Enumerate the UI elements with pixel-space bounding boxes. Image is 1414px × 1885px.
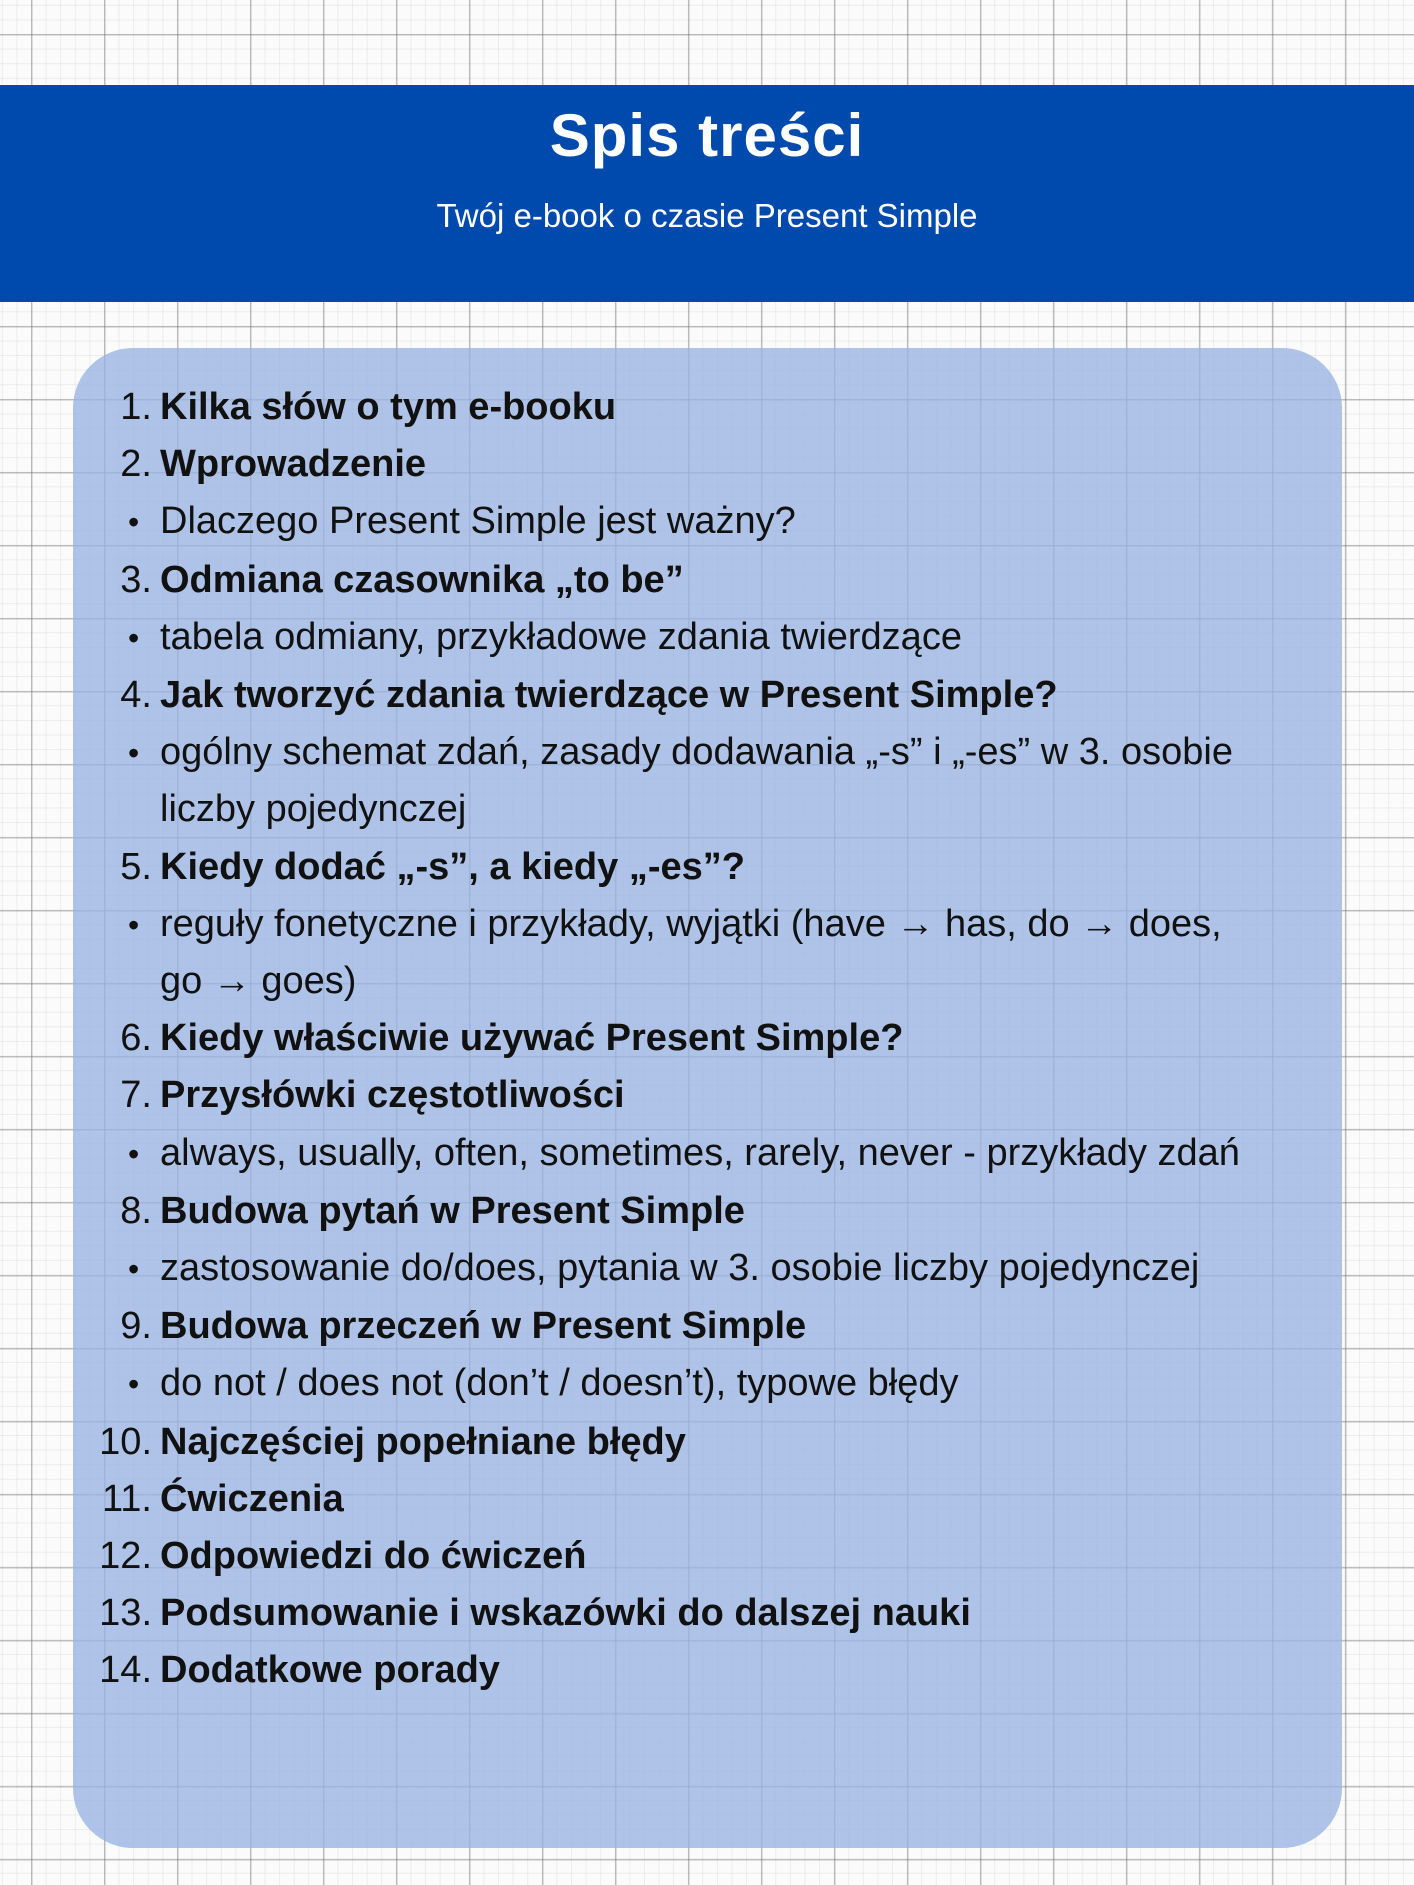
header-banner [0,85,1414,302]
toc-item-label: always, usually, often, sometimes, rarely, never - przykłady zdań [160,1131,1240,1174]
toc-item-label: Podsumowanie i wskazówki do dalszej nauki [160,1592,971,1635]
toc-item-label: Dlaczego Present Simple jest ważny? [160,500,796,543]
toc-subitem [73,896,1342,1010]
toc-item[interactable] [73,839,1342,896]
toc-item[interactable] [73,436,1342,493]
bullet-icon: • [128,1251,140,1288]
toc-item-number: 13. [99,1592,152,1635]
bullet-icon: • [128,504,140,541]
toc-item[interactable] [73,1471,1342,1528]
toc-item-number: 10. [99,1420,152,1463]
toc-card [73,348,1342,1848]
toc-item-label: Przysłówki częstotliwości [160,1074,625,1117]
toc-item[interactable] [73,1067,1342,1124]
toc-item-label: Kilka słów o tym e-booku [160,386,617,428]
toc-item[interactable] [73,1183,1342,1240]
toc-item[interactable] [73,379,1342,436]
toc-item-label: Budowa przeczeń w Present Simple [160,1305,807,1348]
toc-item-label: Jak tworzyć zdania twierdzące w Present Simple? [160,674,1058,717]
toc-subitem [73,609,1342,667]
toc-subitem [73,1240,1342,1298]
toc-subitem [73,493,1342,551]
page-title: Spis treści [549,102,865,169]
toc-item-label: Odmiana czasownika „to be” [160,558,684,601]
toc-item-label: Kiedy właściwie używać Present Simple? [160,1017,904,1060]
bullet-icon: • [128,906,140,943]
page-subtitle: Twój e-book o czasie Present Simple [436,197,978,234]
bullet-icon: • [128,619,140,656]
toc-item[interactable] [73,1585,1342,1642]
toc-item-number: 8. [120,1189,152,1232]
toc-item-number: 1. [120,386,152,428]
toc-item-label: Budowa pytań w Present Simple [160,1189,745,1232]
toc-item[interactable] [73,667,1342,724]
toc-item[interactable] [73,1010,1342,1067]
toc-item-number: 3. [120,558,152,601]
toc-subitem [73,1355,1342,1413]
toc-item-number: 4. [120,674,152,717]
toc-item-label: Ćwiczenia [160,1477,344,1520]
toc-item-number: 11. [101,1477,152,1520]
toc-item-label: ogólny schemat zdań, zasady dodawania „-s” i „-es” w 3. osobie liczby pojedynczej [160,731,1233,831]
toc-item-label: Najczęściej popełniane błędy [160,1420,686,1463]
toc-item-label: Odpowiedzi do ćwiczeń [160,1535,587,1578]
toc-item-label: reguły fonetyczne i przykłady, wyjątki (have → has, do → does, go → goes) [160,902,1222,1003]
toc-item-label: Kiedy dodać „-s”, a kiedy „-es”? [160,845,745,888]
toc-item[interactable] [73,1642,1342,1699]
toc-item-label: tabela odmiany, przykładowe zdania twierdzące [160,615,962,658]
bullet-icon: • [128,735,140,772]
toc-item-number: 2. [120,443,152,486]
toc-item[interactable] [73,1414,1342,1471]
toc-item[interactable] [73,1528,1342,1585]
toc-item-label: do not / does not (don’t / doesn’t), typowe błędy [160,1362,959,1405]
toc-item-number: 12. [99,1535,152,1578]
toc-subitem [73,1125,1342,1183]
bullet-icon: • [128,1135,140,1172]
toc-item-number: 14. [99,1649,152,1692]
toc-item-label: zastosowanie do/does, pytania w 3. osobie liczby pojedynczej [160,1247,1200,1290]
toc-item-number: 7. [120,1074,152,1117]
toc-item-label: Wprowadzenie [160,443,427,486]
toc-item-label: Dodatkowe porady [160,1649,500,1692]
toc-subitem [73,724,1342,838]
toc-item-number: 6. [120,1017,152,1060]
table-of-contents [73,379,1342,1700]
toc-item[interactable] [73,552,1342,609]
toc-item-number: 9. [120,1305,152,1348]
toc-item-number: 5. [120,845,152,888]
toc-item[interactable] [73,1298,1342,1355]
bullet-icon: • [128,1366,140,1403]
